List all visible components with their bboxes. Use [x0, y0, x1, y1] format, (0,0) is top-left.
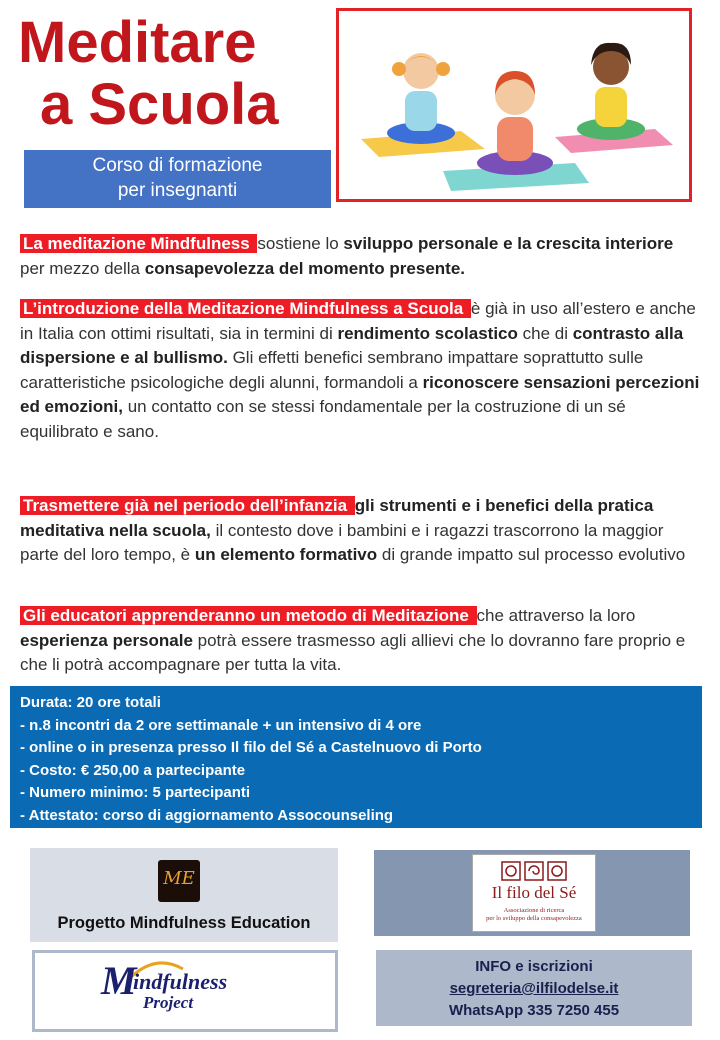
filo-title: Il filo del Sé: [491, 883, 577, 902]
p2-bold: contrasto alla dispersione e al bullismo.: [20, 323, 684, 367]
p3-highlight: Trasmettere già nel periodo dell’infanzia: [20, 496, 355, 515]
p4-text: potrà essere trasmesso agli allievi che lo dovranno fare proprio e che li potrà accompagnare per tutta la vita.: [20, 630, 686, 674]
title-line-2: a Scuola: [40, 72, 279, 137]
p3-text: il contesto dove i bambini e i ragazzi trascorrono la maggior parte del loro tempo, è: [20, 520, 664, 564]
contact-phone: WhatsApp 335 7250 455: [448, 1002, 620, 1019]
filo-subtitle-line-2: per lo sviluppo della consapevolezza: [486, 915, 582, 922]
child-right-figure: [577, 43, 645, 140]
paragraph-2: [20, 297, 700, 444]
meditating-children-illustration: [336, 8, 692, 202]
p4-bold: esperienza personale: [20, 630, 193, 650]
p2-text: Gli effetti benefici sembrano impattare soprattutto sulle caratteristiche psicologiche degli alunni, formandoli a: [20, 348, 644, 392]
p2-highlight: L’introduzione della Meditazione Mindfulness a Scuola: [20, 299, 471, 318]
contact-email-link[interactable]: segreteria@ilfilodelse.it: [449, 980, 619, 997]
filo-subtitle: [477, 907, 591, 923]
child-left-figure: [387, 53, 455, 144]
p1-bold: sviluppo personale e la crescita interiore: [343, 234, 674, 253]
p1-bold: consapevolezza del momento presente.: [144, 258, 465, 278]
p4-text: che attraverso la loro: [476, 606, 636, 625]
mindfulness-education-label: Progetto Mindfulness Education: [57, 914, 311, 932]
p1-text: per mezzo della: [20, 258, 145, 278]
contact-box: [376, 950, 692, 1026]
mindfulness-education-box: [30, 848, 338, 942]
subtitle-line-2: per insegnanti: [117, 180, 238, 201]
p3-text: di grande impatto sul processo evolutivo: [377, 545, 686, 564]
meditating-children-drawing: [339, 11, 689, 199]
p2-bold: rendimento scolastico: [337, 323, 518, 343]
paragraph-1: [20, 232, 700, 281]
spiral-icons: [501, 861, 567, 881]
p3-bold: un elemento formativo: [194, 545, 378, 564]
mindfulness-education-logo: [158, 860, 200, 902]
p1-highlight: La meditazione Mindfulness: [20, 234, 257, 253]
p2-text: è già in uso all’estero e anche in Italia con ottimi risultati, sia in termini di: [20, 299, 696, 343]
mindfulness-project-logo: [95, 958, 275, 1019]
p2-bold: riconoscere sensazioni percezioni ed emozioni,: [20, 372, 700, 416]
mproj-word: indfulness: [133, 969, 228, 994]
course-info-box: [10, 686, 702, 828]
p2-text: che di: [517, 323, 573, 343]
paragraph-3: [20, 494, 700, 568]
paragraph-4: [20, 604, 700, 678]
filo-subtitle-line-1: Associazione di ricerca: [503, 907, 565, 914]
contact-title: INFO e iscrizioni: [475, 958, 593, 975]
p4-highlight: Gli educatori apprenderanno un metodo di Meditazione: [20, 606, 477, 625]
info-line-meetings: - n.8 incontri da 2 ore settimanale + un intensivo di 4 ore: [20, 716, 422, 734]
filo-del-se-box: [374, 850, 690, 936]
mindfulness-project-box: [32, 950, 338, 1032]
info-line-duration: Durata: 20 ore totali: [20, 694, 161, 711]
p2-text: un contatto con se stessi fondamentale per la costruzione di un sé equilibrato e sano.: [20, 397, 626, 441]
info-line-cost: - Costo: € 250,00 a partecipante: [20, 761, 246, 779]
p3-bold: gli strumenti e i benefici della pratica meditativa nella scuola,: [20, 496, 654, 540]
mproj-big-letter: M: [101, 958, 137, 1003]
subtitle-banner: [24, 150, 331, 208]
child-center-figure: [477, 71, 553, 175]
info-line-location: - online o in presenza presso Il filo del Sé a Castelnuovo di Porto: [20, 739, 482, 756]
p1-text: sostiene lo: [257, 234, 344, 253]
info-line-certificate: - Attestato: corso di aggiornamento Assocounseling: [20, 806, 394, 824]
page-title: [18, 12, 328, 136]
subtitle-line-1: Corso di formazione: [92, 155, 263, 176]
title-line-1: Meditare: [18, 10, 257, 75]
me-logo-letters: ME: [163, 868, 195, 889]
info-line-minimum: - Numero minimo: 5 partecipanti: [20, 784, 251, 801]
mproj-project: Project: [143, 993, 194, 1012]
filo-del-se-logo: [472, 854, 596, 932]
